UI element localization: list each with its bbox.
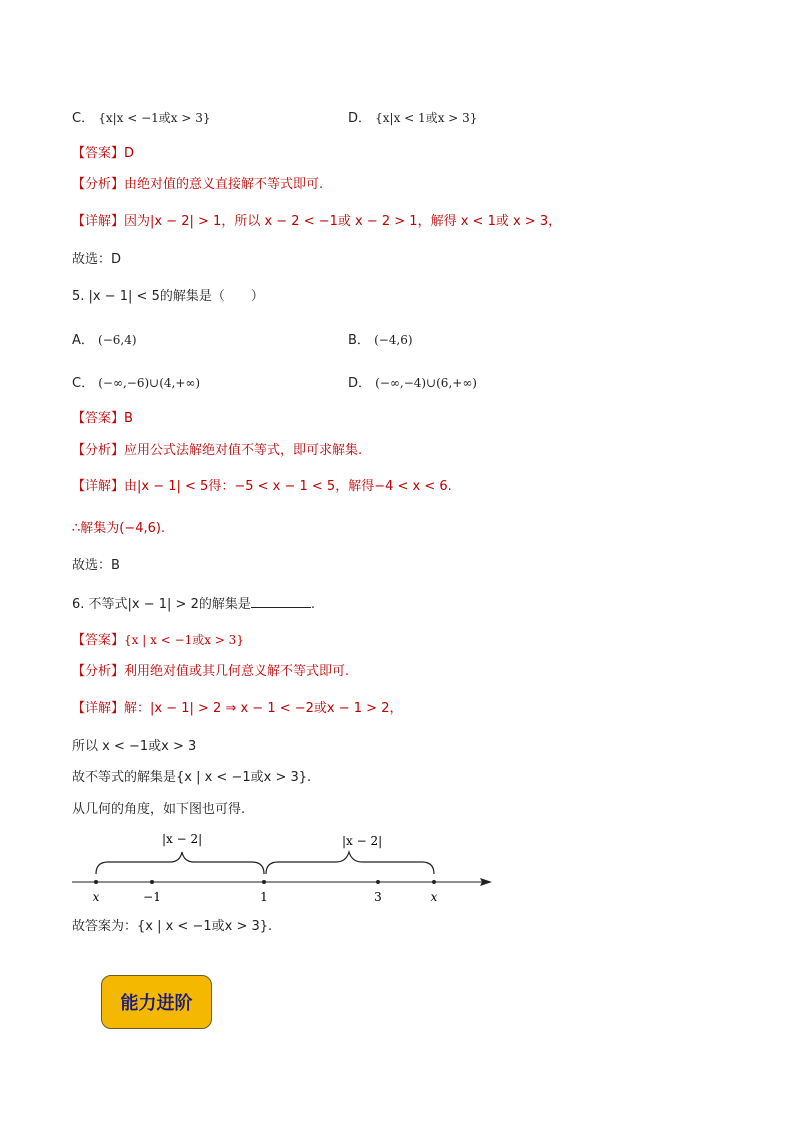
option-a-expr: (−6,4) [98,333,137,347]
option-d-label: D． [348,111,372,126]
brace-label-right: |x − 2| [342,834,383,848]
detail-text: 由|x − 1| < 5得：−5 < x − 1 < 5，解得−4 < x < 6. [124,479,452,494]
q6-line2: 所以 x < −1或x > 3 [72,739,197,754]
tick-label: −1 [143,890,161,904]
tick-label: x [430,890,438,904]
q4-detail [72,213,561,231]
detail-tag: 【详解】 [72,701,125,716]
option-c-label: C． [72,111,95,126]
tick-group [93,880,438,904]
option-d-expr: (−∞,−4)∪(6,+∞) [375,376,477,390]
tick-point [376,880,380,884]
left-brace [96,852,264,874]
answer-value: B [124,411,133,426]
option-b-expr: (−4,6) [374,333,413,347]
tick-point [94,880,98,884]
q6-detail [72,700,402,718]
detail-tag: 【详解】 [72,479,125,494]
answer-tag: 【答案】 [72,411,125,426]
analysis-tag: 【分析】 [72,177,125,192]
detail-text: 解：|x − 1| > 2 ⇒ x − 1 < −2或x − 1 > 2， [124,701,403,716]
answer-value: D [124,146,135,161]
right-brace [266,852,434,874]
option-d-label: D． [348,376,372,391]
tick-point [150,880,154,884]
option-b-label: B． [348,333,370,348]
tick-label: 1 [260,890,268,904]
option-c-expr: (−∞,−6)∪(4,+∞) [98,376,201,390]
answer-blank [251,595,311,608]
answer-tag: 【答案】 [72,633,125,648]
q5-analysis [72,442,362,460]
tick-point [432,880,436,884]
detail-tag: 【详解】 [72,214,125,229]
q5-option-c [72,372,200,391]
detail-text: 因为|x − 2| > 1，所以 x − 2 < −1或 x − 2 > 1，解得 x < 1或 x > 3， [124,214,562,229]
q5-stem: 5. |x − 1| < 5的解集是（ ） [72,289,264,304]
option-a-label: A． [72,333,94,348]
q5-answer [72,410,133,428]
answer-value: {x | x < −1或x > 3} [124,633,244,647]
option-c-label: C． [72,376,95,391]
analysis-text: 利用绝对值或其几何意义解不等式即可. [124,664,350,679]
q4-answer [72,145,134,163]
number-line-figure [66,826,496,910]
q6-stem-end: . [310,597,315,612]
q5-option-d [348,372,477,391]
q6-stem-text: 6. 不等式|x − 1| > 2的解集是 [72,597,251,612]
q5-option-a [72,329,137,348]
analysis-text: 由绝对值的意义直接解不等式即可. [124,177,324,192]
q4-choose: 故选：D [72,252,122,267]
option-d [348,107,477,126]
section-badge: 能力进阶 [101,975,212,1029]
q6-line4: 从几何的角度，如下图也可得. [72,802,246,817]
option-d-expr: {x|x < 1或x > 3} [375,111,478,125]
analysis-text: 应用公式法解绝对值不等式，即可求解集. [124,443,363,458]
q5-conclusion: ∴解集为(−4,6). [72,521,166,536]
q6-analysis [72,663,349,681]
q5-choose: 故选：B [72,558,120,573]
q4-analysis [72,176,323,194]
analysis-tag: 【分析】 [72,443,125,458]
q6-line3: 故不等式的解集是{x | x < −1或x > 3}. [72,770,312,785]
q6-stem [72,595,315,614]
answer-tag: 【答案】 [72,146,125,161]
q5-option-b [348,329,413,348]
q6-answer [72,631,244,650]
tick-label: x [92,890,100,904]
q6-final: 故答案为：{x | x < −1或x > 3}. [72,919,273,934]
option-c [72,107,211,126]
q5-detail [72,478,452,496]
analysis-tag: 【分析】 [72,664,125,679]
brace-label-left: |x − 2| [162,832,203,846]
tick-label: 3 [374,890,382,904]
tick-point [262,880,266,884]
option-c-expr: {x|x < −1或x > 3} [98,111,211,125]
